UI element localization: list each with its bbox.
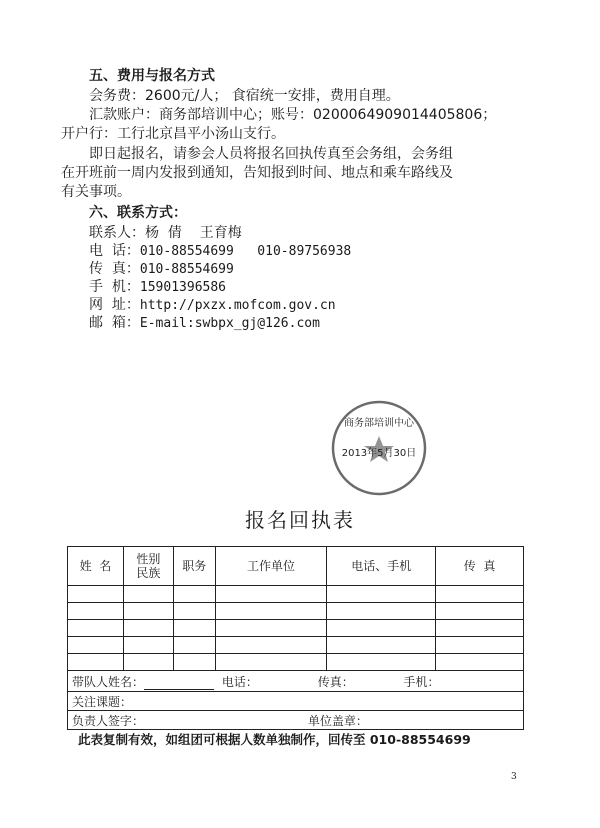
fax-row — [89, 260, 234, 279]
account-line: 汇款账户：商务部培训中心；账号：0200064909014405806； — [89, 107, 497, 123]
leader-name-field[interactable] — [144, 689, 214, 690]
phone-value: 010-88554699 010-89756938 — [139, 244, 352, 259]
col-unit-header: 工作单位 — [215, 547, 327, 586]
contact-value: 杨 倩 王育梅 — [145, 225, 242, 241]
fax-label: 传 真： — [89, 261, 140, 277]
table-row[interactable] — [68, 620, 524, 637]
topic-label: 关注课题： — [72, 694, 133, 709]
sign-label: 负责人签字： — [72, 713, 145, 728]
web-value[interactable]: http://pxzx.mofcom.gov.cn — [139, 298, 336, 313]
contact-label: 联系人： — [89, 225, 145, 241]
col-position-header: 职务 — [173, 547, 215, 586]
page-number: 3 — [511, 772, 517, 782]
mail-value[interactable]: E-mail:swbpx_gj@126.com — [139, 316, 320, 331]
seal-label: 单位盖章： — [307, 713, 368, 728]
leader-phone-label: 电话： — [221, 674, 258, 689]
mail-label: 邮 箱： — [89, 315, 140, 331]
table-row[interactable] — [68, 586, 524, 603]
fax-value: 010-88554699 — [139, 262, 234, 277]
footer-note: 此表复制有效，如组团可根据人数单独制作，回传至 010-88554699 — [78, 732, 471, 747]
contact-row — [89, 224, 242, 242]
col-name-header: 姓 名 — [68, 547, 124, 586]
table-header-row — [68, 547, 524, 586]
note-line-2: 在开班前一周内发报到通知，告知报到时间、地点和乘车路线及 — [61, 165, 453, 181]
table-row[interactable] — [68, 637, 524, 654]
topic-row — [68, 692, 524, 711]
col-phone-header: 电话、手机 — [327, 547, 436, 586]
col-ethnicity-label: 民族 — [136, 566, 161, 580]
col-fax-header: 传 真 — [436, 547, 524, 586]
mail-row — [89, 314, 320, 333]
mobile-label: 手 机： — [89, 279, 140, 295]
leader-fax-label: 传真： — [317, 674, 354, 689]
stamp-top-text: 商务部培训中心 — [344, 418, 414, 429]
fee-line: 会务费：2600元/人； 食宿统一安排，费用自理。 — [89, 88, 400, 104]
form-title: 报名回执表 — [245, 508, 355, 532]
table-row[interactable] — [68, 654, 524, 671]
col-gender-header — [123, 547, 173, 586]
stamp-date-text: 2013年5月30日 — [341, 448, 417, 459]
web-label: 网 址： — [89, 297, 140, 313]
mobile-row — [89, 278, 226, 297]
topic-cell[interactable] — [68, 692, 524, 711]
section-6-heading: 六、联系方式： — [89, 205, 187, 221]
note-line-3: 有关事项。 — [61, 184, 131, 200]
bank-line: 开户行：工行北京昌平小汤山支行。 — [61, 126, 285, 142]
sign-row — [68, 711, 524, 730]
leader-mobile-label: 手机： — [403, 674, 440, 689]
mobile-value: 15901396586 — [139, 280, 226, 295]
web-row — [89, 296, 336, 315]
leader-name-label: 带队人姓名： — [72, 674, 145, 689]
phone-row — [89, 242, 351, 261]
official-seal-stamp — [320, 392, 438, 496]
note-line-1: 即日起报名，请参会人员将报名回执传真至会务组，会务组 — [89, 146, 453, 162]
phone-label: 电 话： — [89, 243, 140, 259]
table-row[interactable] — [68, 603, 524, 620]
registration-form-table — [67, 546, 524, 730]
leader-row — [68, 671, 524, 692]
col-gender-label: 性别 — [136, 552, 161, 566]
section-5-heading: 五、费用与报名方式 — [89, 68, 215, 84]
